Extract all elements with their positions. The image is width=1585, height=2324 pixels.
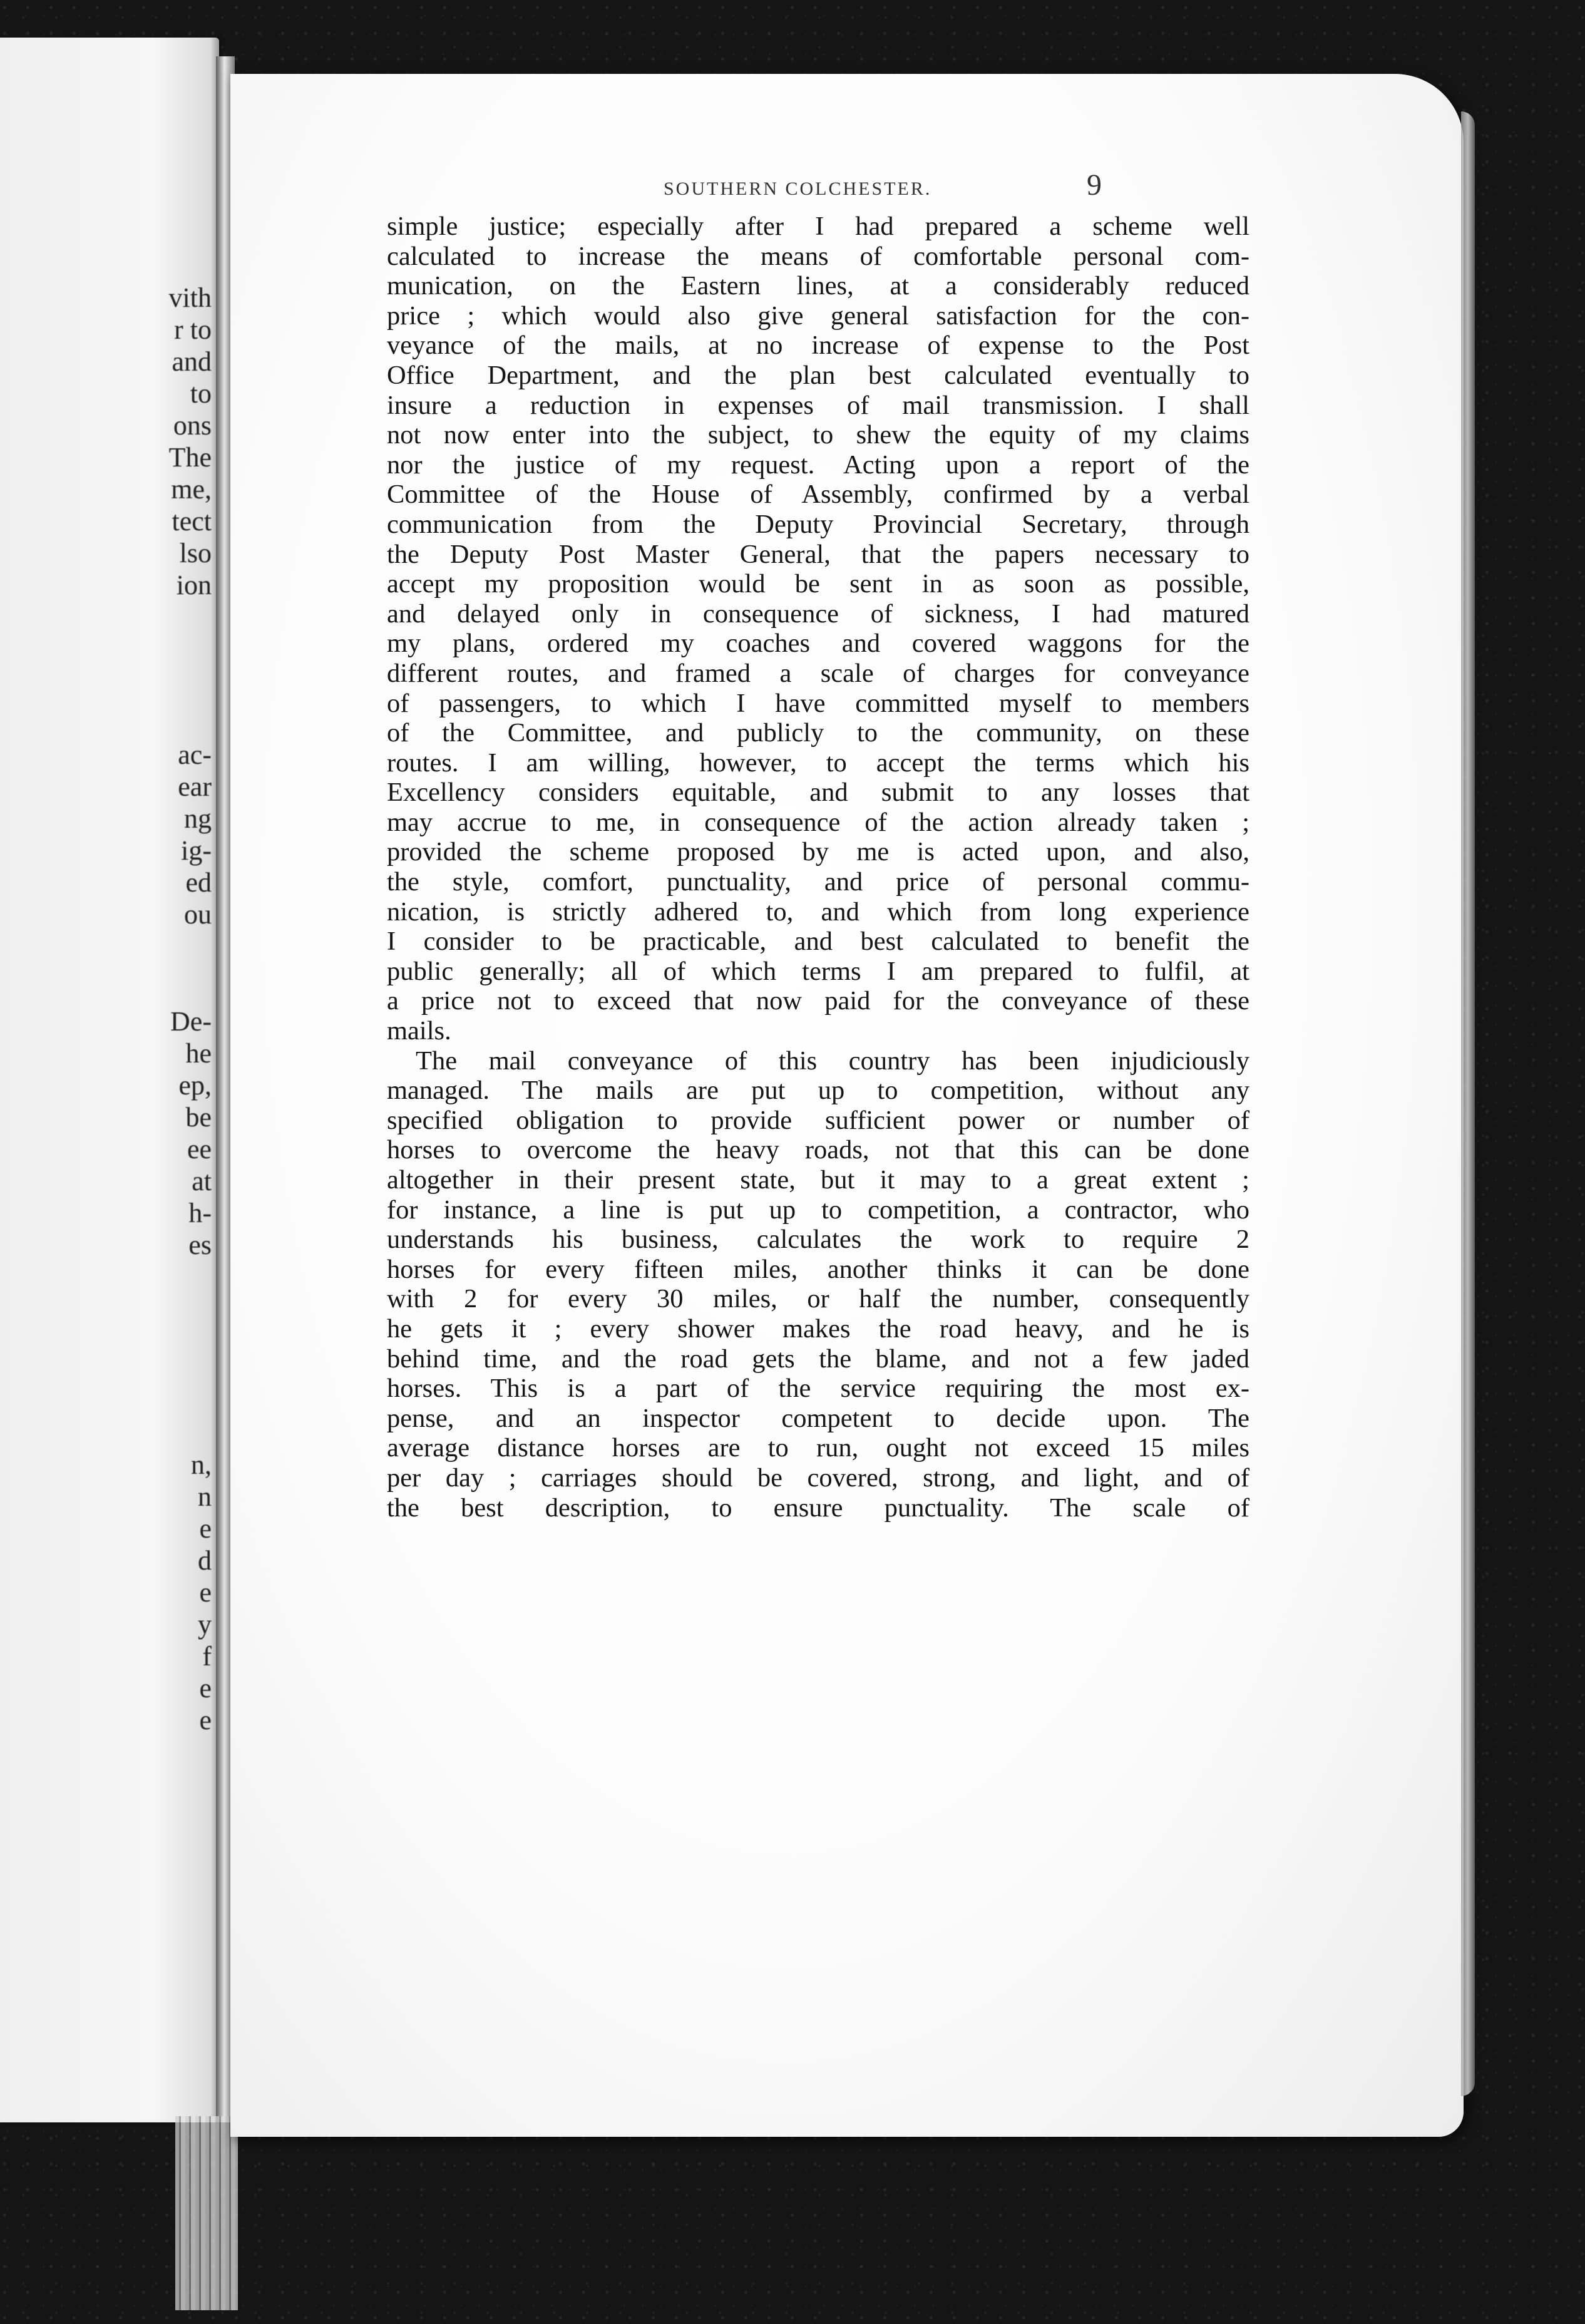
fragment: ion (176, 570, 212, 600)
text-line: nication, is strictly adhered to, and which from long experience (387, 897, 1249, 927)
text-line: the style, comfort, punctuality, and price of personal commu- (387, 867, 1249, 897)
fragment: he (185, 1038, 212, 1069)
previous-page (0, 38, 219, 2122)
fragment: and (172, 346, 212, 377)
text-line: accept my proposition would be sent in as soon as possible, (387, 569, 1249, 599)
text-line: behind time, and the road gets the blame, and not a few jaded (387, 1344, 1249, 1374)
fragment: e (199, 1673, 212, 1704)
text-line: per day ; carriages should be covered, strong, and light, and of (387, 1463, 1249, 1493)
text-line: Excellency considers equitable, and submit to any losses that (387, 778, 1249, 808)
text-line: the Deputy Post Master General, that the papers necessary to (387, 539, 1249, 569)
fragment: ac- (178, 739, 212, 770)
fragment: e (199, 1577, 212, 1608)
text-line: of the Committee, and publicly to the community, on these (387, 718, 1249, 748)
text-line: understands his business, calculates the work to require 2 (387, 1225, 1249, 1255)
fragment: ep, (178, 1070, 212, 1101)
text-line: may accrue to me, in consequence of the action already taken ; (387, 807, 1249, 837)
text-line: managed. The mails are put up to competition, without any (387, 1076, 1249, 1106)
fragment: ons (173, 410, 212, 441)
fragment: e (199, 1705, 212, 1735)
fragment: f (202, 1641, 212, 1672)
text-line: veyance of the mails, at no increase of expense to the Post (387, 331, 1249, 361)
text-line: communication from the Deputy Provincial Secretary, through (387, 509, 1249, 539)
fragment: ear (178, 771, 212, 802)
text-line: of passengers, to which I have committed myself to members (387, 688, 1249, 718)
fragment: y (198, 1609, 212, 1640)
book-binding (175, 2116, 238, 2310)
text-line: insure a reduction in expenses of mail transmission. I shall (387, 390, 1249, 420)
text-line: calculated to increase the means of comfortable personal com- (387, 241, 1249, 271)
text-line: The mail conveyance of this country has been injudiciously (416, 1046, 1249, 1076)
fragment: ee (187, 1134, 212, 1165)
text-line: average distance horses are to run, ought not exceed 15 miles (387, 1433, 1249, 1463)
text-line: Office Department, and the plan best calculated eventually to (387, 360, 1249, 390)
text-line: my plans, ordered my coaches and covered waggons for the (387, 629, 1249, 659)
text-line: price ; which would also give general satisfaction for the con- (387, 301, 1249, 331)
fragment: be (185, 1102, 212, 1133)
text-line: pense, and an inspector competent to decide upon. The (387, 1403, 1249, 1433)
fragment: n (198, 1481, 212, 1512)
fragment: ed (185, 867, 212, 898)
body-text (387, 212, 1249, 1523)
text-line: the best description, to ensure punctuality. The scale of (387, 1493, 1249, 1523)
fragment: h- (188, 1198, 212, 1228)
fragment: e (199, 1513, 212, 1544)
text-line: Committee of the House of Assembly, confirmed by a verbal (387, 480, 1249, 510)
fragment: at (192, 1166, 212, 1196)
fragment: vith (168, 282, 212, 313)
text-line: and delayed only in consequence of sickness, I had matured (387, 599, 1249, 629)
page-edge (1461, 111, 1475, 2096)
fragment: me, (171, 474, 212, 505)
fragment: tect (172, 506, 212, 537)
text-line: horses. This is a part of the service requiring the most ex- (387, 1374, 1249, 1404)
text-line: mails. (387, 1016, 451, 1046)
text-line: specified obligation to provide sufficient power or number of (387, 1105, 1249, 1135)
text-line: not now enter into the subject, to shew the equity of my claims (387, 420, 1249, 450)
text-line: horses to overcome the heavy roads, not that this can be done (387, 1135, 1249, 1165)
text-line: provided the scheme proposed by me is acted upon, and also, (387, 837, 1249, 867)
text-line: I consider to be practicable, and best calculated to benefit the (387, 927, 1249, 957)
fragment: ou (184, 899, 212, 930)
page-number: 9 (1087, 168, 1102, 202)
text-line: a price not to exceed that now paid for the conveyance of these (387, 986, 1249, 1016)
fragment: De- (170, 1006, 212, 1037)
previous-page-text-fragments (124, 282, 212, 1736)
text-line: nor the justice of my request. Acting upon a report of the (387, 450, 1249, 480)
running-title: SOUTHERN COLCHESTER. (664, 178, 932, 199)
fragment: ng (184, 803, 212, 834)
fragment: to (190, 378, 212, 409)
text-line: different routes, and framed a scale of charges for conveyance (387, 658, 1249, 688)
text-line: he gets it ; every shower makes the road heavy, and he is (387, 1314, 1249, 1344)
text-line: routes. I am willing, however, to accept the terms which his (387, 748, 1249, 778)
text-line: public generally; all of which terms I am prepared to fulfil, at (387, 956, 1249, 986)
text-line: simple justice; especially after I had prepared a scheme well (387, 212, 1249, 241)
fragment: ig- (181, 835, 212, 866)
running-head (457, 168, 1102, 202)
text-line: with 2 for every 30 miles, or half the number, consequently (387, 1284, 1249, 1314)
fragment: es (188, 1230, 212, 1260)
fragment: r to (174, 314, 212, 345)
text-line: for instance, a line is put up to competition, a contractor, who (387, 1195, 1249, 1225)
text-line: altogether in their present state, but it may to a great extent ; (387, 1165, 1249, 1195)
fragment: The (168, 442, 212, 473)
fragment: lso (179, 538, 212, 568)
fragment: d (198, 1545, 212, 1576)
text-line: horses for every fifteen miles, another thinks it can be done (387, 1254, 1249, 1284)
text-line: munication, on the Eastern lines, at a considerably reduced (387, 271, 1249, 301)
fragment: n, (191, 1449, 212, 1480)
